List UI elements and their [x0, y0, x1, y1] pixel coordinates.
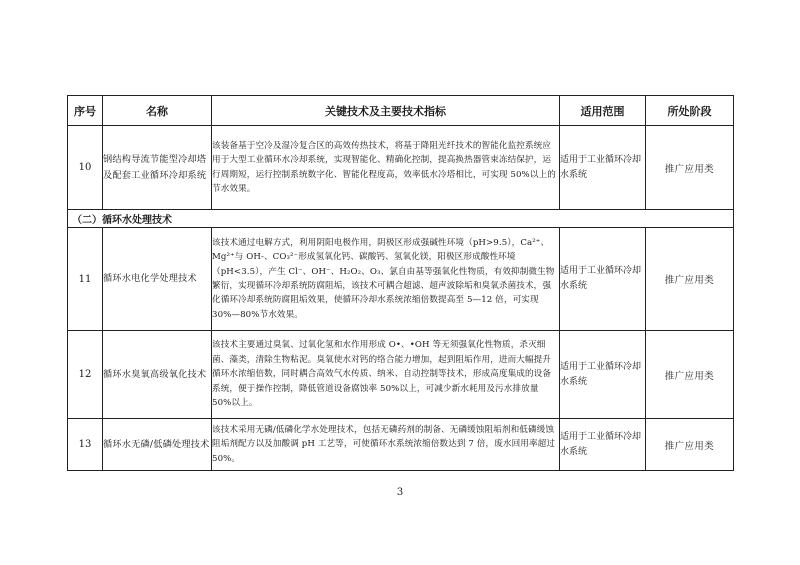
table-row [68, 419, 734, 471]
row-name: 循环水无磷/低磷处理技术 [103, 419, 212, 471]
row-no: 13 [68, 419, 103, 471]
header-name: 名称 [103, 96, 212, 126]
row-no: 12 [68, 331, 103, 419]
table-row [68, 126, 734, 210]
row-desc: 该技术主要通过臭氧、过氧化氢和水作用形成 O•、•OH 等无须强氧化性物质，杀灭细菌、藻类，清除生物粘泥。臭氧使水对钙的络合能力增加，起到阻垢作用，进而大幅提升循环水浓缩倍数，同时耦合高效气水传质、纳米、自动控制等技术，形成高度集成的设备系统，便于操作控制，降低管道设备腐蚀率 50%以上，可减少新水耗用及污水排放量 50%以上。 [212, 331, 560, 419]
row-stage: 推广应用类 [646, 228, 734, 331]
table-row [68, 331, 734, 419]
header-stage: 所处阶段 [646, 96, 734, 126]
row-scope: 适用于工业循环冷却水系统 [560, 331, 646, 419]
row-stage: 推广应用类 [646, 419, 734, 471]
row-desc: 该技术通过电解方式，利用阴阳电极作用，阴极区形成强碱性环境（pH>9.5），Ca²⁺、Mg²⁺与 OH-、CO₃²⁻形成氢氧化钙、碳酸钙、氢氧化镁，阳极区形成酸性环境（pH<3.5），产生 Cl⁻、OH⁻、H₂O₂、O₃、氯自由基等强氧化性物质，有效抑制微生物繁衍，实现循环冷却系统防腐阻垢，该技术可耦合超滤、超声波除垢和臭氧杀菌技术，强化循环冷却系统防腐阻垢效果，使循环冷却水系统浓缩倍数提高至 5—12 倍，可实现 30%—80%节水效果。 [212, 228, 560, 331]
row-scope: 适用于工业循环冷却水系统 [560, 419, 646, 471]
table-header-row [68, 96, 734, 126]
header-scope: 适用范围 [560, 96, 646, 126]
row-scope: 适用于工业循环冷却水系统 [560, 126, 646, 210]
table-row [68, 228, 734, 331]
row-name: 钢结构导流节能型冷却塔及配套工业循环冷却系统 [103, 126, 212, 210]
row-stage: 推广应用类 [646, 331, 734, 419]
page-number: 3 [396, 487, 404, 498]
header-tech: 关键技术及主要技术指标 [212, 96, 560, 126]
section-row [68, 210, 734, 228]
row-stage: 推广应用类 [646, 126, 734, 210]
section-title: （二）循环水处理技术 [68, 210, 734, 228]
row-name: 循环水电化学处理技术 [103, 228, 212, 331]
header-no: 序号 [68, 96, 103, 126]
technology-table [67, 95, 734, 471]
row-scope: 适用于工业循环冷却水系统 [560, 228, 646, 331]
row-name: 循环水臭氧高级氧化技术 [103, 331, 212, 419]
row-desc: 该装备基于空冷及湿冷复合区的高效传热技术，将基于降阻光纤技术的智能化监控系统应用于大型工业循环水冷却系统，实现智能化、精确化控制，提高换热器管束冻结保护，运行周期短，运行控制系统数字化、智能化程度高，效率低水冷塔相比，可实现 50%以上的节水效果。 [212, 126, 560, 210]
row-no: 10 [68, 126, 103, 210]
row-desc: 该技术采用无磷/低磷化学水处理技术，包括无磷药剂的制备、无磷缓蚀阻垢剂和低磷缓蚀阻垢剂配方以及加酸调 pH 工艺等，可使循环水系统浓缩倍数达到 7 倍，废水回用率超过 50%。 [212, 419, 560, 471]
row-no: 11 [68, 228, 103, 331]
